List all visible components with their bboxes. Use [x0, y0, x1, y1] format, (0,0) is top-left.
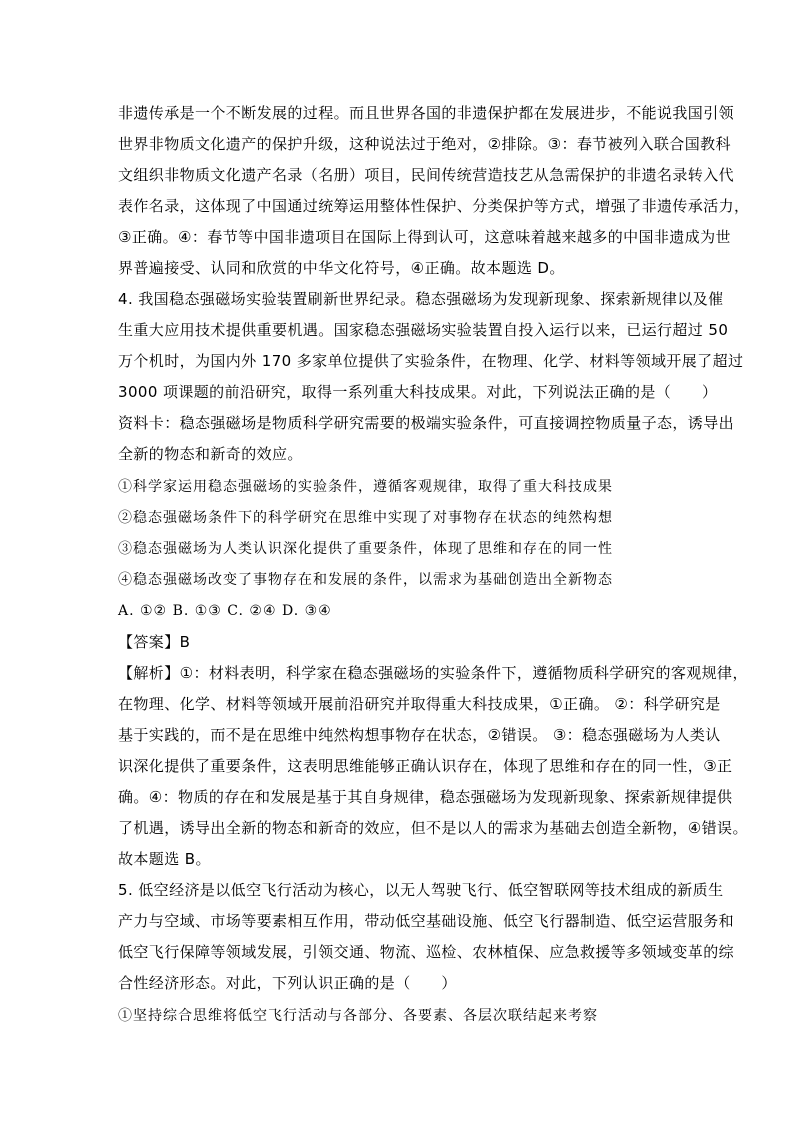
- text-line: ③正确。④：春节等中国非遗项目在国际上得到认可，这意味着越来越多的中国非遗成为世: [118, 228, 731, 246]
- statement-4: ④稳态强磁场改变了事物存在和发展的条件，以需求为基础创造出全新物态: [118, 572, 613, 588]
- text-line: 表作名录，这体现了中国通过统筹运用整体性保护、分类保护等方式，增强了非遗传承活力，: [118, 197, 750, 215]
- statement-3: ③稳态强磁场为人类认识深化提供了重要条件，体现了思维和存在的同一性: [118, 541, 613, 557]
- text-line: 世界非物质文化遗产的保护升级，这种说法过于绝对，②排除。③：春节被列入联合国教科: [118, 135, 731, 153]
- text-line: 产力与空域、市场等要素相互作用，带动低空基础设施、低空飞行器制造、低空运营服务和: [118, 912, 735, 930]
- info-card-line: 全新的物态和新奇的效应。: [118, 445, 303, 463]
- text-line: 3000 项课题的前沿研究，取得一系列重大科技成果。对此，下列说法正确的是（ ）: [118, 383, 718, 401]
- analysis-line: 在物理、化学、材料等领域开展前沿研究并取得重大科技成果，①正确。 ②：科学研究是: [118, 695, 721, 713]
- question-5-stem: 5. 低空经济是以低空飞行活动为核心，以无人驾驶飞行、低空智联网等技术组成的新质生: [118, 881, 724, 899]
- analysis-line: 【解析】①：材料表明，科学家在稳态强磁场的实验条件下，遵循物质科学研究的客观规律，: [118, 664, 748, 682]
- answer-label: 【答案】B: [118, 633, 191, 651]
- statement-1: ①坚持综合思维将低空飞行活动与各部分、各要素、各层次联结起来考察: [118, 1008, 598, 1024]
- text-line: 生重大应用技术提供重要机遇。国家稳态强磁场实验装置自投入运行以来，已运行超过 50: [118, 321, 729, 339]
- analysis-line: 了机遇，诱导出全新的物态和新奇的效应，但不是以人的需求为基础去创造全新物，④错误。: [118, 819, 748, 837]
- analysis-line: 故本题选 B。: [118, 850, 211, 868]
- text-line: 万个机时，为国内外 170 多家单位提供了实验条件，在物理、化学、材料等领域开展了超过: [118, 352, 744, 370]
- info-card-line: 资料卡：稳态强磁场是物质科学研究需要的极端实验条件，可直接调控物质量子态，诱导出: [118, 414, 735, 432]
- text-line: 非遗传承是一个不断发展的过程。而且世界各国的非遗保护都在发展进步，不能说我国引领: [118, 104, 735, 122]
- text-line: 文组织非物质文化遗产名录（名册）项目，民间传统营造技艺从急需保护的非遗名录转入代: [118, 166, 735, 184]
- answer-choices: A. ①② B. ①③ C. ②④ D. ③④: [118, 603, 332, 619]
- text-line: 低空飞行保障等领域发展，引领交通、物流、巡检、农林植保、应急救援等多领域变革的综: [118, 943, 735, 961]
- analysis-line: 基于实践的，而不是在思维中纯然构想事物存在状态，②错误。 ③：稳态强磁场为人类认: [118, 726, 721, 744]
- statement-2: ②稳态强磁场条件下的科学研究在思维中实现了对事物存在状态的纯然构想: [118, 510, 613, 526]
- analysis-line: 识深化提供了重要条件，这表明思维能够正确认识存在，体现了思维和存在的同一性，③正: [118, 757, 733, 775]
- question-4-stem: 4. 我国稳态强磁场实验装置刷新世界纪录。稳态强磁场为发现新现象、探索新规律以及催: [118, 290, 724, 308]
- text-line: 界普遍接受、认同和欣赏的中华文化符号，④正确。故本题选 D。: [118, 259, 565, 277]
- text-line: 合性经济形态。对此，下列认识正确的是（ ）: [118, 974, 457, 992]
- statement-1: ①科学家运用稳态强磁场的实验条件，遵循客观规律，取得了重大科技成果: [118, 479, 613, 495]
- analysis-line: 确。④：物质的存在和发展是基于其自身规律，稳态强磁场为发现新现象、探索新规律提供: [118, 788, 733, 806]
